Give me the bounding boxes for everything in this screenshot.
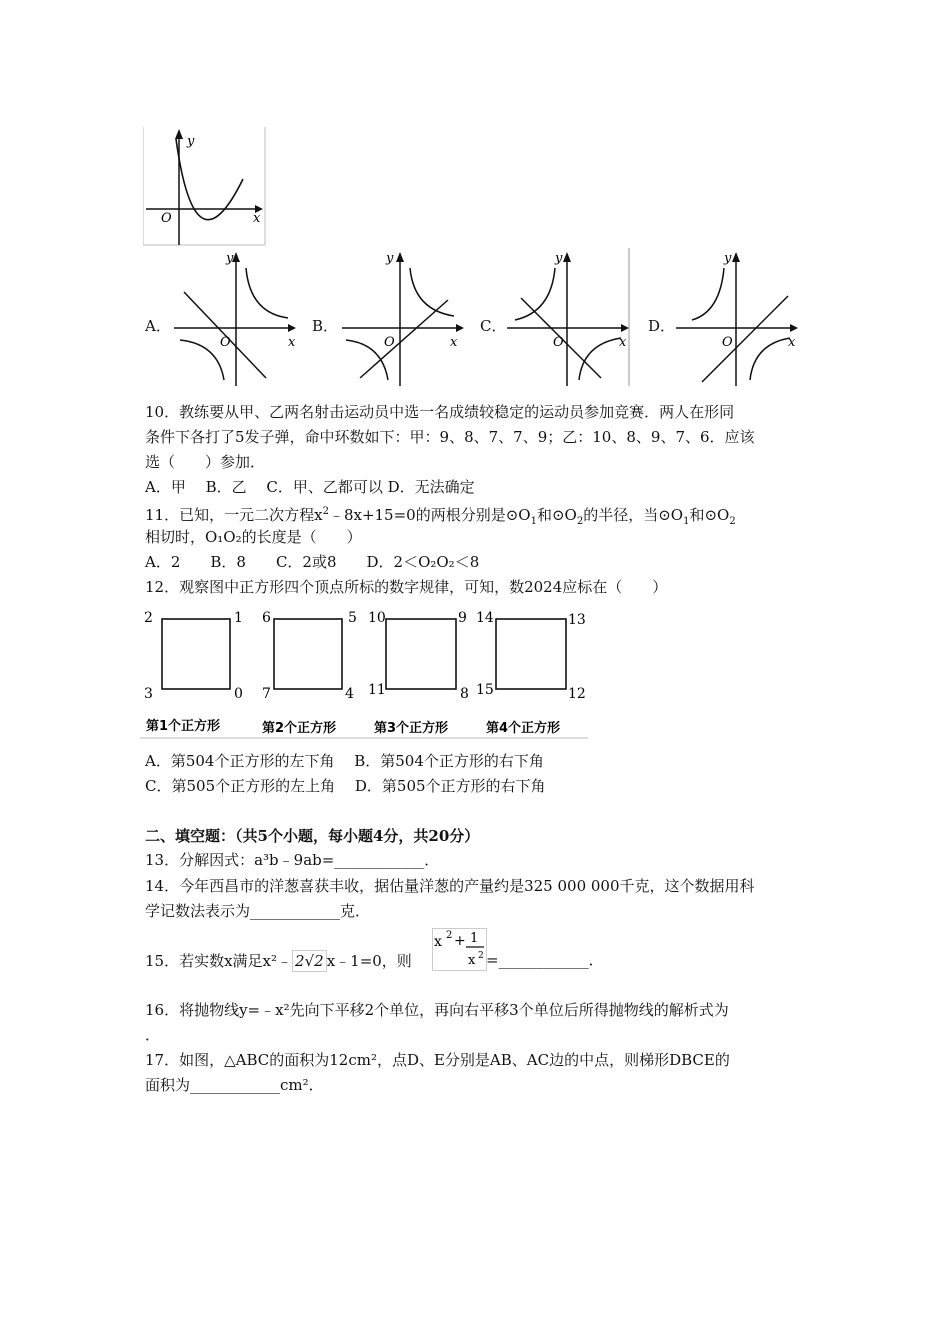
q12-squares-figure — [140, 604, 592, 740]
svg-text:2: 2 — [478, 951, 484, 961]
q14-line-1: 14．今年西昌市的洋葱喜获丰收，据估量洋葱的产量约是325 000 000千克，这个数据用科 — [145, 877, 755, 895]
option-c-label: C． — [480, 317, 507, 335]
svg-text:x: x — [434, 934, 442, 950]
sq4-bl: 15 — [476, 682, 494, 698]
section-2-heading: 二、填空题：（共5个小题，每小题4分，共20分） — [145, 827, 480, 845]
sq2-label: 第2个正方形 — [262, 721, 337, 736]
q15-question — [145, 950, 412, 972]
sq3-tl: 10 — [368, 610, 386, 626]
q10-line-3: 选（ ）参加． — [145, 453, 266, 471]
q15-suffix: x﹣1=0，则 — [326, 952, 412, 970]
sq1-tr: 1 — [234, 610, 243, 626]
q10-line-2: 条件下各打了5发子弹，命中环数如下：甲：9、8、7、7、9；乙：10、8、9、7、6．应该 — [145, 428, 755, 446]
q14-line-2: 学记数法表示为____________克． — [145, 902, 371, 920]
svg-text:1: 1 — [470, 931, 479, 946]
svg-text:x: x — [788, 335, 796, 350]
q15-tail: =____________． — [486, 951, 604, 969]
sq2-tr: 5 — [348, 610, 357, 626]
q11-options: A．2 B．8 C．2或8 D．2＜O₂O₂＜8 — [145, 553, 480, 571]
svg-text:x: x — [288, 335, 296, 350]
q12-question: 12．观察图中正方形四个顶点所标的数字规律，可知，数2024应标在（ ） — [145, 578, 668, 596]
sq2-bl: 7 — [262, 686, 271, 702]
q11-line-2: 相切时，O₁O₂的长度是（ ） — [145, 528, 362, 546]
option-a-graph — [170, 248, 300, 388]
sq4-tr: 13 — [568, 612, 586, 628]
svg-text:y: y — [555, 251, 563, 266]
sq3-br: 8 — [460, 686, 469, 702]
sq4-tl: 14 — [476, 610, 494, 626]
q12-options-cd: C．第505个正方形的左上角 D．第505个正方形的右下角 — [145, 777, 546, 795]
svg-text:+: + — [454, 933, 466, 949]
option-a-label: A． — [145, 317, 171, 335]
graph-x-label: x — [253, 211, 261, 226]
parabola-graph — [143, 127, 269, 247]
svg-text:y: y — [226, 251, 234, 266]
sq4-br: 12 — [568, 686, 586, 702]
svg-text:y: y — [386, 251, 394, 266]
q15-radical: 2√2 — [292, 950, 327, 972]
sq1-br: 0 — [234, 686, 243, 702]
q15-fraction-image — [432, 928, 492, 972]
sq4-label: 第4个正方形 — [486, 721, 561, 736]
q13-question: 13．分解因式：a³b﹣9ab=____________． — [145, 851, 440, 869]
sq3-bl: 11 — [368, 682, 386, 698]
sq1-tl: 2 — [144, 610, 153, 626]
svg-text:2: 2 — [446, 930, 453, 941]
q15-prefix: 15．若实数x满足x²﹣ — [145, 952, 293, 970]
svg-text:O: O — [553, 335, 564, 350]
svg-text:O: O — [384, 335, 395, 350]
q10-line-1: 10．教练要从甲、乙两名射击运动员中选一名成绩较稳定的运动员参加竞赛．两人在形同 — [145, 403, 735, 421]
q12-options-ab: A．第504个正方形的左下角 B．第504个正方形的右下角 — [145, 752, 544, 770]
sq3-label: 第3个正方形 — [374, 721, 449, 736]
option-c-graph — [503, 248, 633, 388]
sq3-tr: 9 — [458, 610, 467, 626]
sq1-bl: 3 — [144, 686, 153, 702]
svg-text:x: x — [450, 335, 458, 350]
q16-line-1: 16．将抛物线y=﹣x²先向下平移2个单位，再向右平移3个单位后所得抛物线的解析式为 — [145, 1001, 729, 1019]
option-b-label: B． — [312, 317, 339, 335]
option-b-graph — [338, 248, 468, 388]
sq2-br: 4 — [345, 686, 354, 702]
q10-options: A．甲 B．乙 C．甲、乙都可以 D．无法确定 — [145, 478, 475, 496]
graph-y-label: y — [187, 134, 195, 149]
option-d-label: D． — [648, 317, 676, 335]
q17-line-1: 17．如图，△ABC的面积为12cm²，点D、E分别是AB、AC边的中点，则梯形DBCE的 — [145, 1051, 730, 1069]
graph-origin-label: O — [161, 211, 172, 226]
svg-text:O: O — [220, 335, 231, 350]
q11-line-1: 11．已知，一元二次方程$x^2﹣8x+15=0$的两根分别是$⊙O_1$和$⊙O_2$的半径，当$⊙O_1$和$⊙O_2$ — [145, 506, 736, 527]
svg-text:x: x — [619, 335, 627, 350]
svg-text:x: x — [468, 953, 476, 968]
sq1-label: 第1个正方形 — [146, 719, 221, 734]
svg-text:O: O — [722, 335, 733, 350]
sq2-tl: 6 — [262, 610, 271, 626]
option-d-graph — [672, 248, 802, 388]
svg-text:y: y — [724, 251, 732, 266]
q17-line-2: 面积为____________cm²． — [145, 1076, 324, 1094]
q16-line-2: ． — [145, 1026, 161, 1044]
